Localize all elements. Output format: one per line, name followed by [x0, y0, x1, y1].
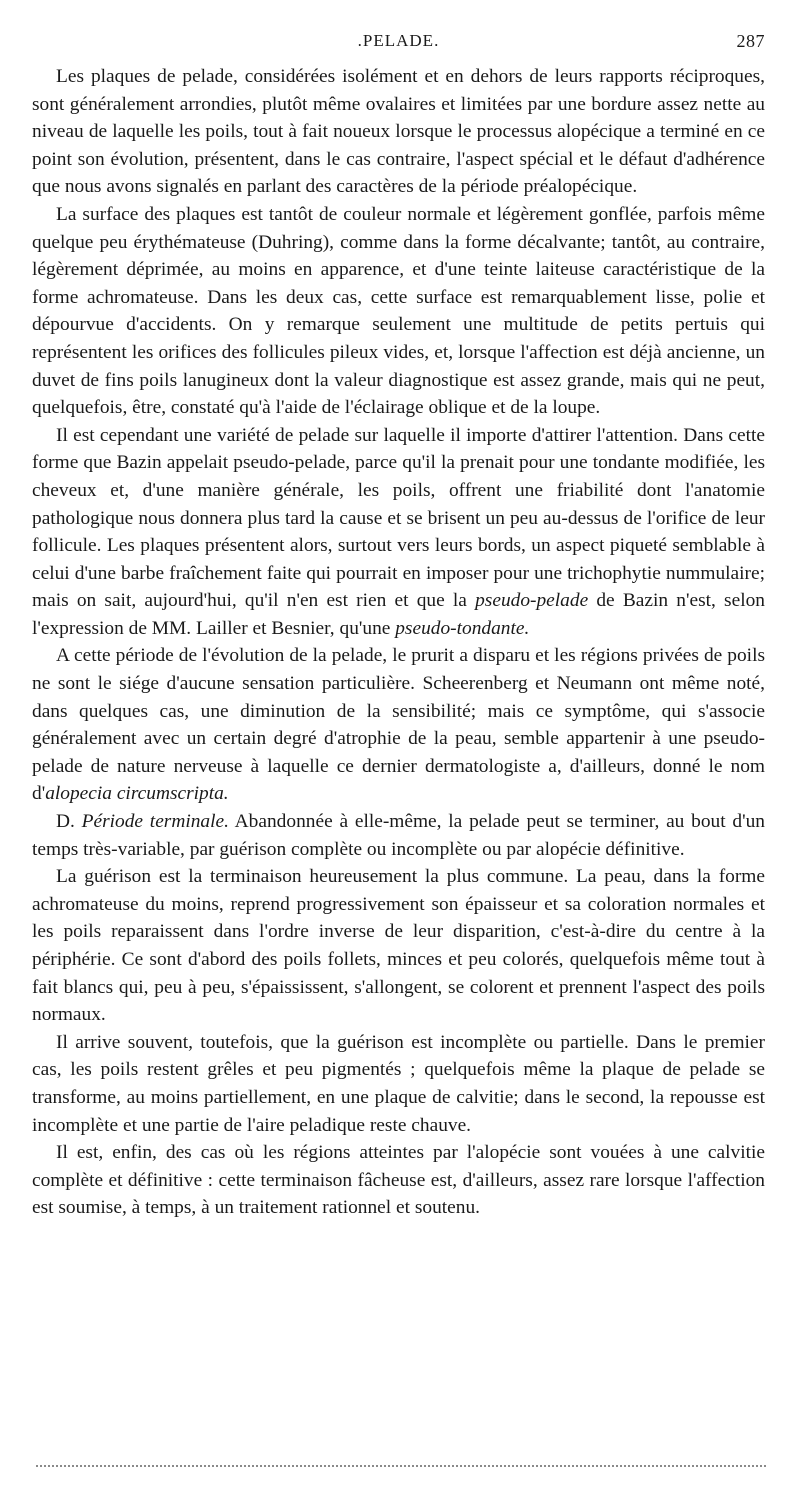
paragraph	[32, 642, 765, 808]
page-number: 287	[736, 31, 765, 51]
text-run: Il arrive souvent, toutefois, que la guérison est incomplète ou partielle. Dans le premier cas, les poils restent grêles et peu pigmentés ; quelquefois même la plaque de pelade se transforme, au moins partiellement, en une plaque de calvitie; dans le second, la repousse est incomplète et une partie de l'aire peladique reste chauve.	[32, 1031, 765, 1136]
running-title: .PELADE.	[357, 31, 440, 50]
paragraph	[32, 63, 765, 201]
text-run: A cette période de l'évolution de la pelade, le prurit a disparu et les régions privées de poils ne sont le siége d'aucune sensation particulière. Scheerenberg et Neumann ont même noté, dans quelques cas, une diminution de la sensibilité; mais ce symptôme, qui s'associe généralement avec un certain degré d'atrophie de la peau, semble appartenir à une pseudo-pelade de nature nerveuse à laquelle ce dernier dermatologiste a, d'ailleurs, donné le nom d'	[32, 645, 765, 805]
text-run: Il est cependant une variété de pelade sur laquelle il importe d'attirer l'attention. Dans cette forme que Bazin appelait pseudo-pelade, parce qu'il la prenait pour une tondante modifiée, les cheveux et, d'une manière générale, les poils, offrent une friabilité dont l'anatomie pathologique nous donnera plus tard la cause et se brisent un peu au-dessus de l'orifice de leur follicule. Les plaques présentent alors, surtout vers leurs bords, un aspect piqueté semblable à celui d'une barbe fraîchement faite qui pourrait en imposer pour une trichophytie nummulaire; mais on sait, aujourd'hui, qu'il n'en est rien et que la	[32, 424, 765, 612]
paragraph	[32, 422, 765, 643]
text-run: de Bazin n'est, selon l'expression de MM. Lailler et Besnier, qu'une	[32, 590, 765, 639]
italic-phrase: pseudo-tondante.	[395, 617, 530, 639]
text-run: Les plaques de pelade, considérées isolément et en dehors de leurs rapports réciproques, sont généralement arrondies, plutôt même ovalaires et limitées par une bordure assez nette au niveau de laquelle les poils, tout à fait noueux lorsque le processus alopécique a terminé en ce point son évolution, présentent, dans le cas contraire, l'aspect spécial et le défaut d'adhérence que nous avons signalés en parlant des caractères de la période préalopécique.	[32, 66, 765, 198]
body-text	[32, 63, 765, 1222]
italic-phrase: Période terminale.	[81, 811, 229, 833]
italic-phrase: pseudo-pelade	[475, 590, 589, 612]
paragraph	[32, 1029, 765, 1139]
paragraph	[32, 1139, 765, 1222]
text-run: Il est, enfin, des cas où les régions atteintes par l'alopécie sont vouées à une calvitie complète et définitive : cette terminaison fâcheuse est, d'ailleurs, assez rare lorsque l'affection est soumise, à temps, à un traitement rationnel et soutenu.	[32, 1142, 765, 1219]
text-run: La surface des plaques est tantôt de couleur normale et légèrement gonflée, parfois même quelque peu érythémateuse (Duhring), comme dans la forme décalvante; tantôt, au contraire, légèrement déprimée, au moins en apparence, et d'une teinte laiteuse caractéristique de la forme achromateuse. Dans les deux cas, cette surface est remarquablement lisse, polie et dépourvue d'accidents. On y remarque seulement une multitude de petits pertuis qui représentent les orifices des follicules pileux vides, et, lorsque l'affection est déjà ancienne, un duvet de fins poils lanugineux dont la valeur diagnostique est assez grande, mais qui ne peut, quelquefois, être, constaté qu'à l'aide de l'éclairage oblique et de la loupe.	[32, 203, 765, 419]
paragraph	[32, 863, 765, 1029]
footer-dotted-rule	[36, 1465, 766, 1467]
text-run: La guérison est la terminaison heureusement la plus commune. La peau, dans la forme achromateuse du moins, reprend progressivement son épaisseur et sa coloration normales et les poils reparaissent dans l'ordre inverse de leur disparition, c'est-à-dire du centre à la périphérie. Ce sont d'abord des poils follets, minces et peu colorés, quelquefois même tout à fait blancs qui, peu à peu, s'épaississent, s'allongent, se colorent et prennent l'aspect des poils normaux.	[32, 866, 765, 1026]
paragraph	[32, 201, 765, 422]
italic-phrase: alopecia circumscripta.	[45, 783, 229, 805]
paragraph	[32, 808, 765, 863]
running-head	[32, 31, 765, 55]
text-run: Abandonnée à elle-même, la pelade peut se terminer, au bout d'un temps très-variable, par guérison complète ou incomplète ou par alopécie définitive.	[32, 811, 765, 860]
text-run: D.	[56, 811, 82, 833]
